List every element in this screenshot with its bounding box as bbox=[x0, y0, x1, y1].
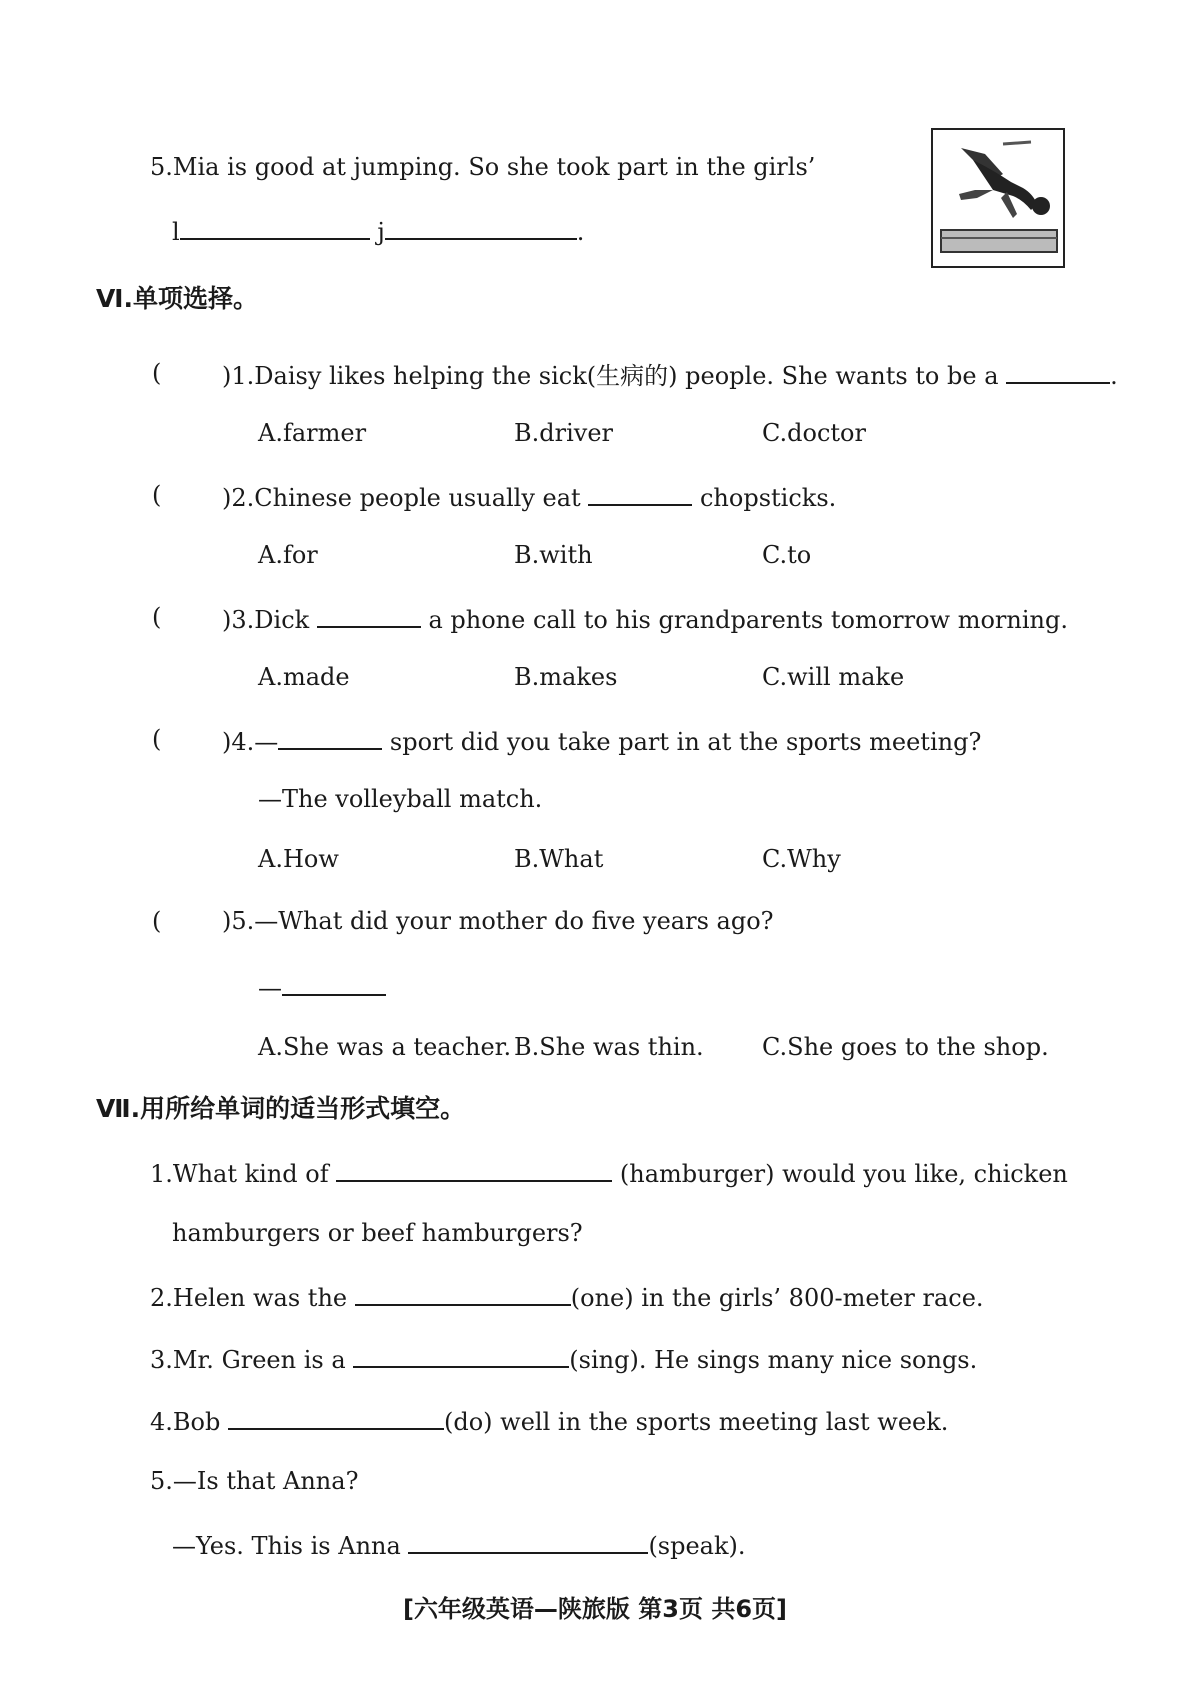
q5-hint-l: l bbox=[172, 218, 180, 246]
mc-q4-option-a: A.How bbox=[258, 845, 339, 873]
page-footer: [六年级英语—陕旅版 第3页 共6页] bbox=[402, 1595, 788, 1623]
fill-q1-text-b: (hamburger) would you like, chicken bbox=[619, 1160, 1068, 1188]
mc-q2-option-c: C.to bbox=[762, 541, 812, 569]
mc-q1-end: . bbox=[1110, 362, 1118, 390]
mc-q5-text: 5.—What did your mother do five years ago? bbox=[231, 907, 774, 935]
fill-q1-continued: hamburgers or beef hamburgers? bbox=[172, 1219, 583, 1247]
mc-q1-option-c: C.doctor bbox=[762, 419, 866, 447]
mc-q3-option-a: A.made bbox=[258, 663, 350, 691]
fill-q4-text-a: 4.Bob bbox=[150, 1408, 221, 1436]
fill-q2 bbox=[150, 1280, 984, 1313]
mc-q5-blank[interactable] bbox=[282, 970, 386, 996]
fill-q1-blank[interactable] bbox=[336, 1156, 612, 1182]
mc-question-4 bbox=[222, 724, 981, 757]
mc-q4-end: sport did you take part in at the sports meeting? bbox=[389, 728, 982, 756]
fill-q2-text-a: 2.Helen was the bbox=[150, 1284, 348, 1312]
mc-q5-dash: — bbox=[258, 974, 282, 1002]
fill-q5-blank[interactable] bbox=[408, 1528, 648, 1554]
q5-period: . bbox=[576, 218, 585, 246]
q5-sentence: 5.Mia is good at jumping. So she took part in the girls’ bbox=[150, 153, 816, 181]
fill-q3-text-a: 3.Mr. Green is a bbox=[150, 1346, 346, 1374]
fill-q5-text-c: (speak). bbox=[648, 1532, 746, 1560]
paren-close-3: ) bbox=[222, 606, 232, 634]
mc-q3-blank[interactable] bbox=[317, 602, 421, 628]
fill-q4-text-b: (do) well in the sports meeting last week. bbox=[444, 1408, 949, 1436]
mc-q2-blank[interactable] bbox=[588, 480, 692, 506]
mc-q2-text: 2.Chinese people usually eat bbox=[231, 484, 581, 512]
mc-question-5 bbox=[222, 906, 774, 936]
answer-paren-3[interactable]: ( bbox=[152, 603, 162, 631]
answer-paren-4[interactable]: ( bbox=[152, 725, 162, 753]
fill-q2-blank[interactable] bbox=[355, 1280, 571, 1306]
fill-q1 bbox=[150, 1156, 1068, 1189]
fill-q2-text-b: (one) in the girls’ 800-meter race. bbox=[570, 1284, 984, 1312]
mc-q3-text: 3.Dick bbox=[231, 606, 310, 634]
mc-q3-option-b: B.makes bbox=[514, 663, 618, 691]
mc-q4-option-b: B.What bbox=[514, 845, 604, 873]
fill-q3-text-b: (sing). He sings many nice songs. bbox=[569, 1346, 978, 1374]
fill-q1-text-a: 1.What kind of bbox=[150, 1160, 329, 1188]
mc-question-3 bbox=[222, 602, 1068, 635]
mc-q4-option-c: C.Why bbox=[762, 845, 841, 873]
fill-q4-blank[interactable] bbox=[228, 1404, 444, 1430]
answer-paren-5[interactable]: ( bbox=[152, 907, 162, 935]
fill-q3 bbox=[150, 1342, 977, 1375]
mc-q5-option-a: A.She was a teacher. bbox=[258, 1033, 512, 1061]
long-jump-icon bbox=[933, 130, 1063, 266]
fill-q5-reply bbox=[172, 1528, 746, 1561]
mc-q5-option-c: C.She goes to the shop. bbox=[762, 1033, 1049, 1061]
mc-q4-blank[interactable] bbox=[278, 724, 382, 750]
mc-q2-option-b: B.with bbox=[514, 541, 593, 569]
mc-q5-reply bbox=[258, 970, 386, 1003]
q5-answer-line bbox=[172, 214, 584, 247]
paren-close-1: ) bbox=[222, 362, 232, 390]
q5-blank-2[interactable] bbox=[385, 214, 577, 240]
mc-question-2 bbox=[222, 480, 836, 513]
q5-blank-1[interactable] bbox=[180, 214, 370, 240]
answer-paren-2[interactable]: ( bbox=[152, 481, 162, 509]
section-7-title: Ⅶ.用所给单词的适当形式填空。 bbox=[96, 1094, 466, 1123]
fill-q5: 5.—Is that Anna? bbox=[150, 1467, 359, 1495]
paren-close-4: ) bbox=[222, 728, 232, 756]
section-6-title: Ⅵ.单项选择。 bbox=[96, 284, 258, 313]
answer-paren-1[interactable]: ( bbox=[152, 359, 162, 387]
mc-q1-blank[interactable] bbox=[1006, 358, 1110, 384]
mc-q4-text: 4.— bbox=[231, 728, 279, 756]
paren-close-5: ) bbox=[222, 907, 232, 935]
mc-q2-option-a: A.for bbox=[258, 541, 318, 569]
fill-q4 bbox=[150, 1404, 948, 1437]
mc-question-1 bbox=[222, 358, 1118, 391]
mc-q5-option-b: B.She was thin. bbox=[514, 1033, 704, 1061]
mc-q1-option-b: B.driver bbox=[514, 419, 614, 447]
mc-q3-end: a phone call to his grandparents tomorrow morning. bbox=[428, 606, 1068, 634]
mc-q3-option-c: C.will make bbox=[762, 663, 905, 691]
paren-close-2: ) bbox=[222, 484, 232, 512]
fill-q3-blank[interactable] bbox=[353, 1342, 569, 1368]
fill-q5-text-b: —Yes. This is Anna bbox=[172, 1532, 401, 1560]
mc-q1-option-a: A.farmer bbox=[258, 419, 367, 447]
q5-hint-j: j bbox=[377, 218, 385, 246]
mc-q4-reply: —The volleyball match. bbox=[258, 785, 543, 813]
mc-q2-end: chopsticks. bbox=[699, 484, 837, 512]
mc-q1-text: 1.Daisy likes helping the sick(生病的) people. She wants to be a bbox=[231, 362, 999, 390]
long-jump-picture bbox=[931, 128, 1065, 268]
